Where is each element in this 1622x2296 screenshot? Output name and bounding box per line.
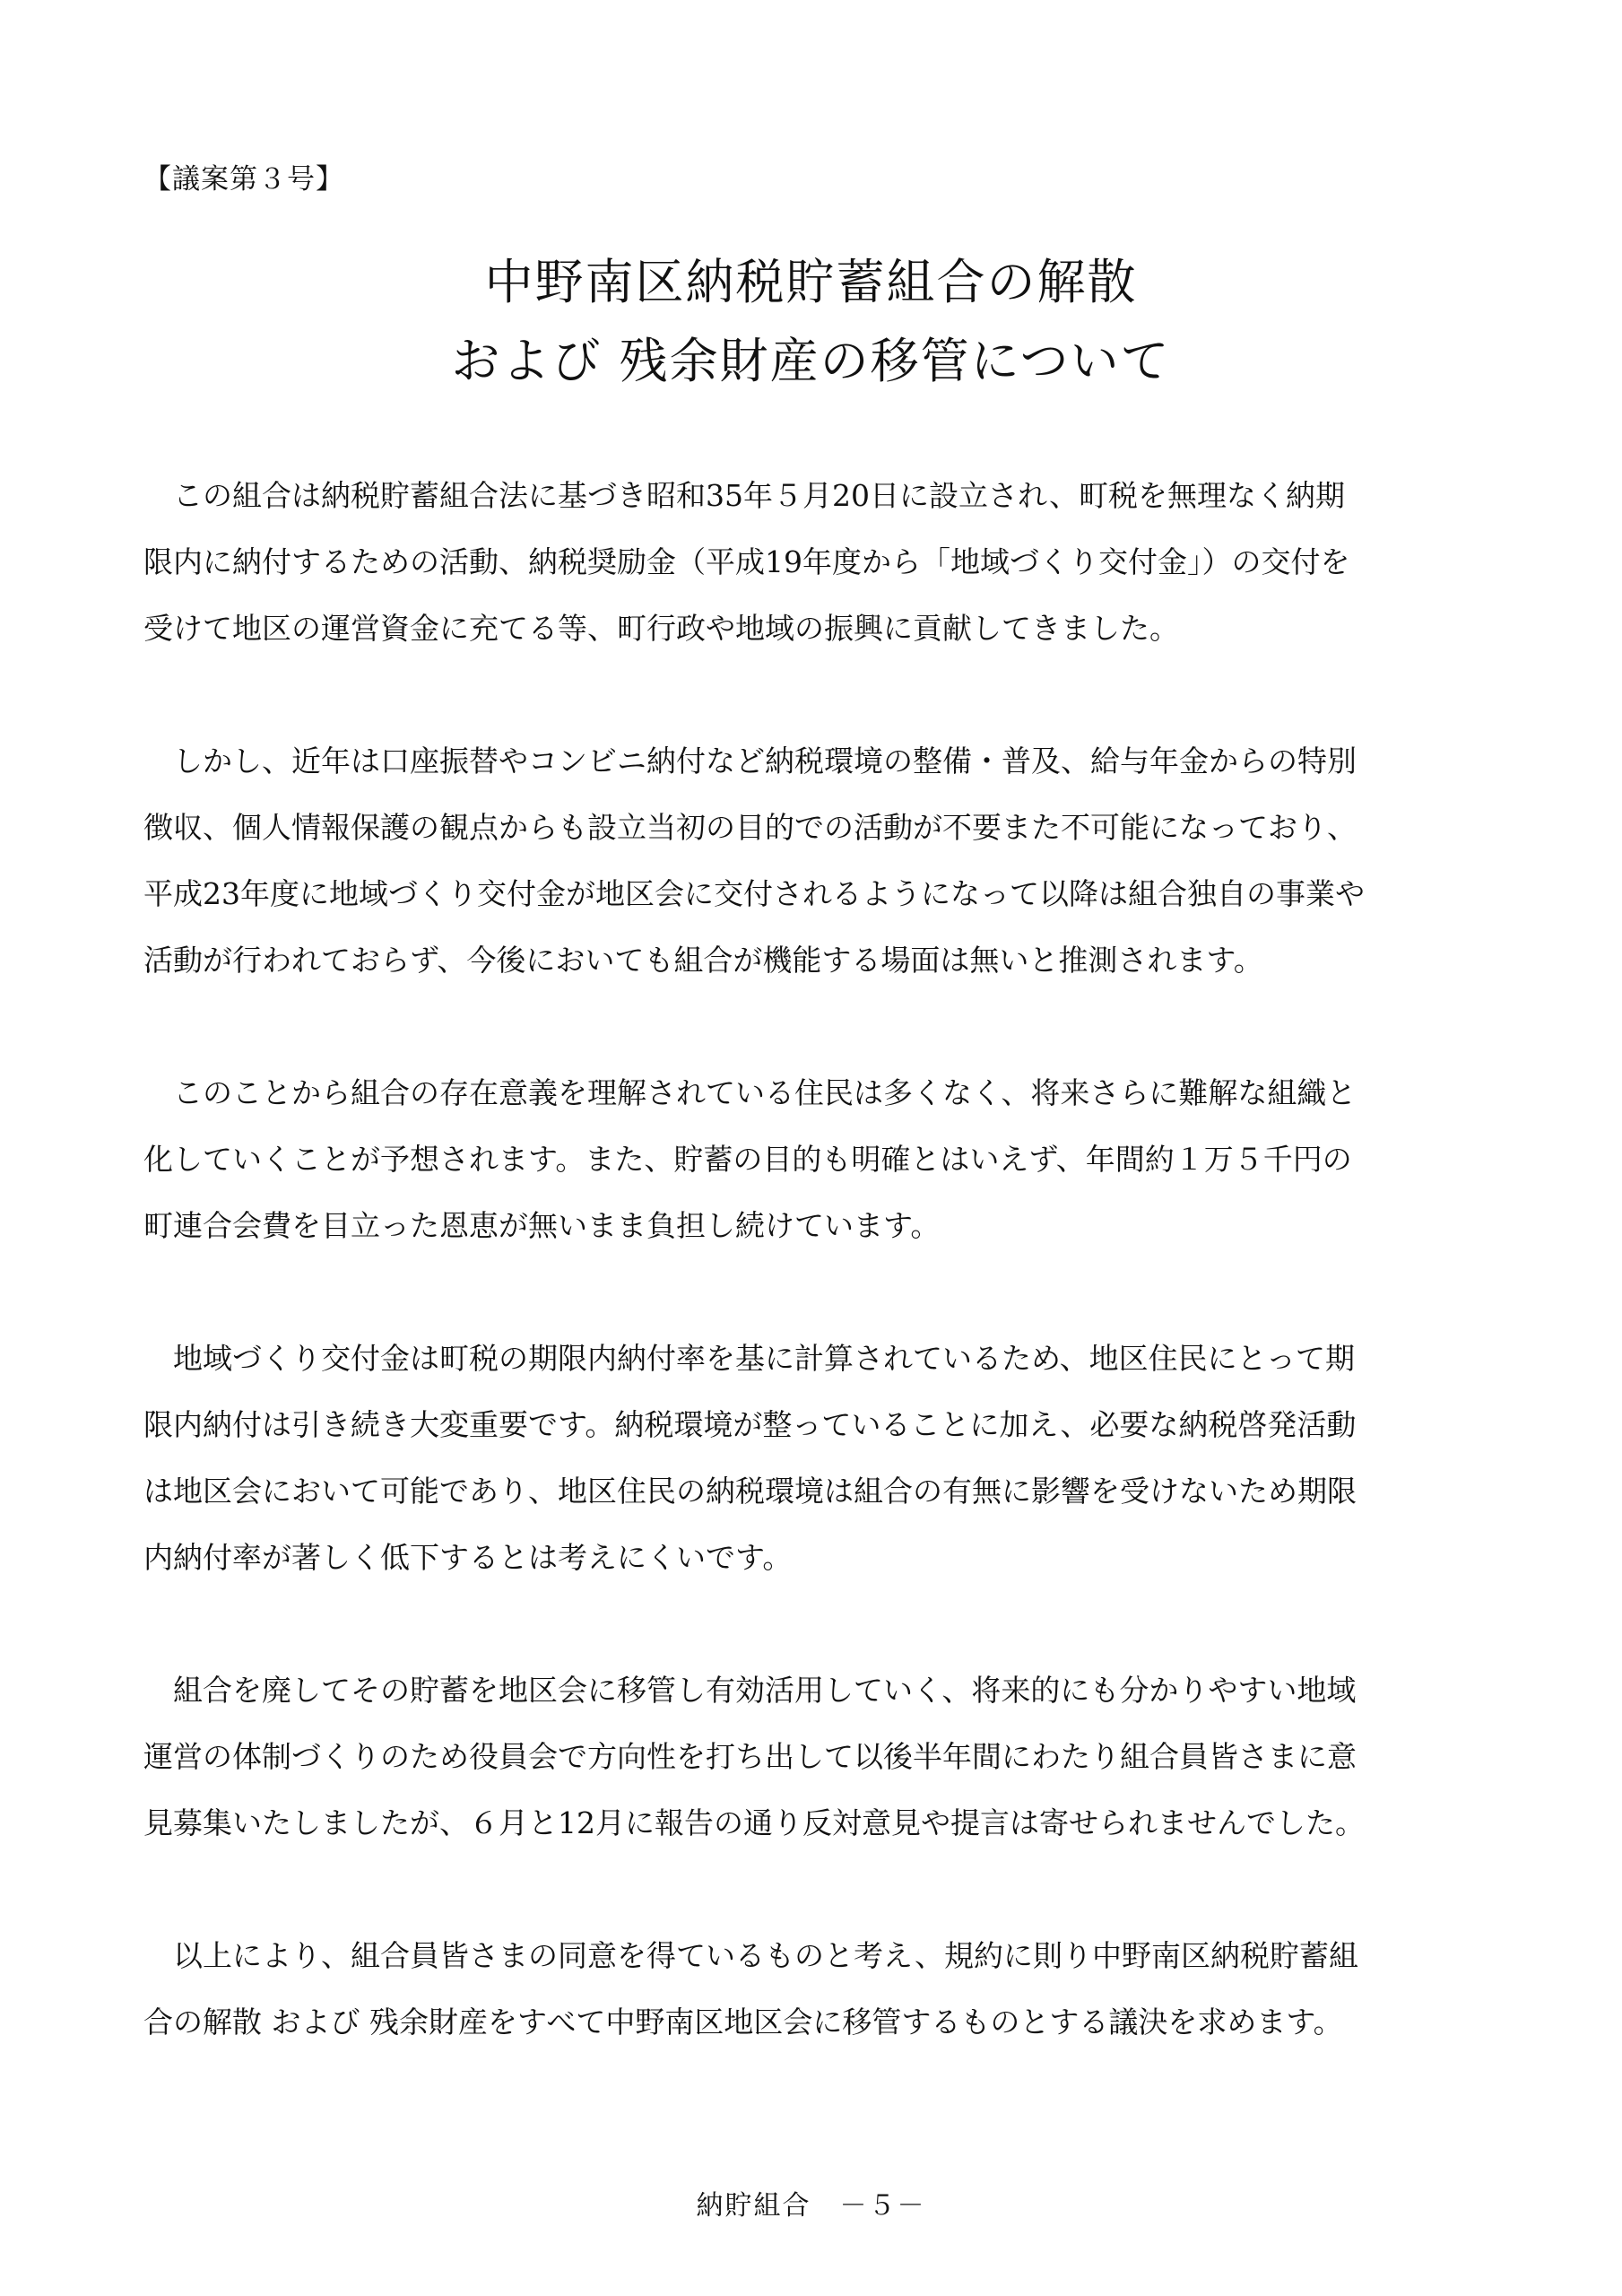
- paragraph-line: 合の解散 および 残余財産をすべて中野南区地区会に移管するものとする議決を求めます。: [143, 2005, 1343, 2039]
- paragraph-1: [143, 463, 1470, 662]
- paragraph-line: は地区会において可能であり、地区住民の納税環境は組合の有無に影響を受けないため期限: [143, 1474, 1357, 1509]
- page-footer: 納貯組合 －５－: [696, 2190, 926, 2222]
- paragraph-line: 内納付率が著しく低下するとは考えにくいです。: [143, 1540, 793, 1575]
- paragraph-2: [143, 728, 1470, 994]
- paragraph-5: [143, 1657, 1470, 1857]
- paragraph-line: この組合は納税貯蓄組合法に基づき昭和35年５月20日に設立され、町税を無理なく納期: [173, 478, 1345, 513]
- paragraph-line: 見募集いたしましたが、６月と12月に報告の通り反対意見や提言は寄せられませんでした。: [143, 1805, 1365, 1840]
- paragraph-6: [143, 1923, 1470, 2056]
- paragraph-line: 活動が行われておらず、今後においても組合が機能する場面は無いと推測されます。: [143, 943, 1263, 978]
- paragraph-line: 町連合会費を目立った恩恵が無いまま負担し続けています。: [143, 1208, 941, 1243]
- paragraph-3: [143, 1060, 1470, 1259]
- paragraph-line: 平成23年度に地域づくり交付金が地区会に交付されるようになって以降は組合独自の事業や: [143, 876, 1365, 911]
- agenda-item-label: 【議案第３号】: [143, 163, 344, 196]
- paragraph-4: [143, 1326, 1470, 1591]
- paragraph-line: 限内納付は引き続き大変重要です。納税環境が整っていることに加え、必要な納税啓発活動: [143, 1407, 1357, 1442]
- document-body: [143, 463, 1470, 2122]
- paragraph-line: このことから組合の存在意義を理解されている住民は多くなく、将来さらに難解な組織と: [173, 1075, 1357, 1110]
- paragraph-line: 限内に納付するための活動、納税奨励金（平成19年度から「地域づくり交付金」）の交付を: [143, 544, 1350, 579]
- paragraph-line: 組合を廃してその貯蓄を地区会に移管し有効活用していく、将来的にも分かりやすい地域: [173, 1673, 1357, 1708]
- paragraph-line: 受けて地区の運営資金に充てる等、町行政や地域の振興に貢献してきました。: [143, 611, 1179, 646]
- paragraph-line: 化していくことが予想されます。また、貯蓄の目的も明確とはいえず、年間約１万５千円の: [143, 1142, 1352, 1177]
- document-title-line-2: および 残余財産の移管について: [451, 333, 1171, 389]
- document-title-line-1: 中野南区納税貯蓄組合の解散: [484, 254, 1138, 310]
- paragraph-line: 徴収、個人情報保護の観点からも設立当初の目的での活動が不要また不可能になっており、: [143, 810, 1357, 845]
- paragraph-line: 地域づくり交付金は町税の期限内納付率を基に計算されているため、地区住民にとって期: [173, 1341, 1356, 1376]
- paragraph-line: 運営の体制づくりのため役員会で方向性を打ち出して以後半年間にわたり組合員皆さまに意: [143, 1739, 1357, 1774]
- paragraph-line: 以上により、組合員皆さまの同意を得ているものと考え、規約に則り中野南区納税貯蓄組: [173, 1938, 1358, 1973]
- paragraph-line: しかし、近年は口座振替やコンビニ納付など納税環境の整備・普及、給与年金からの特別: [173, 744, 1357, 778]
